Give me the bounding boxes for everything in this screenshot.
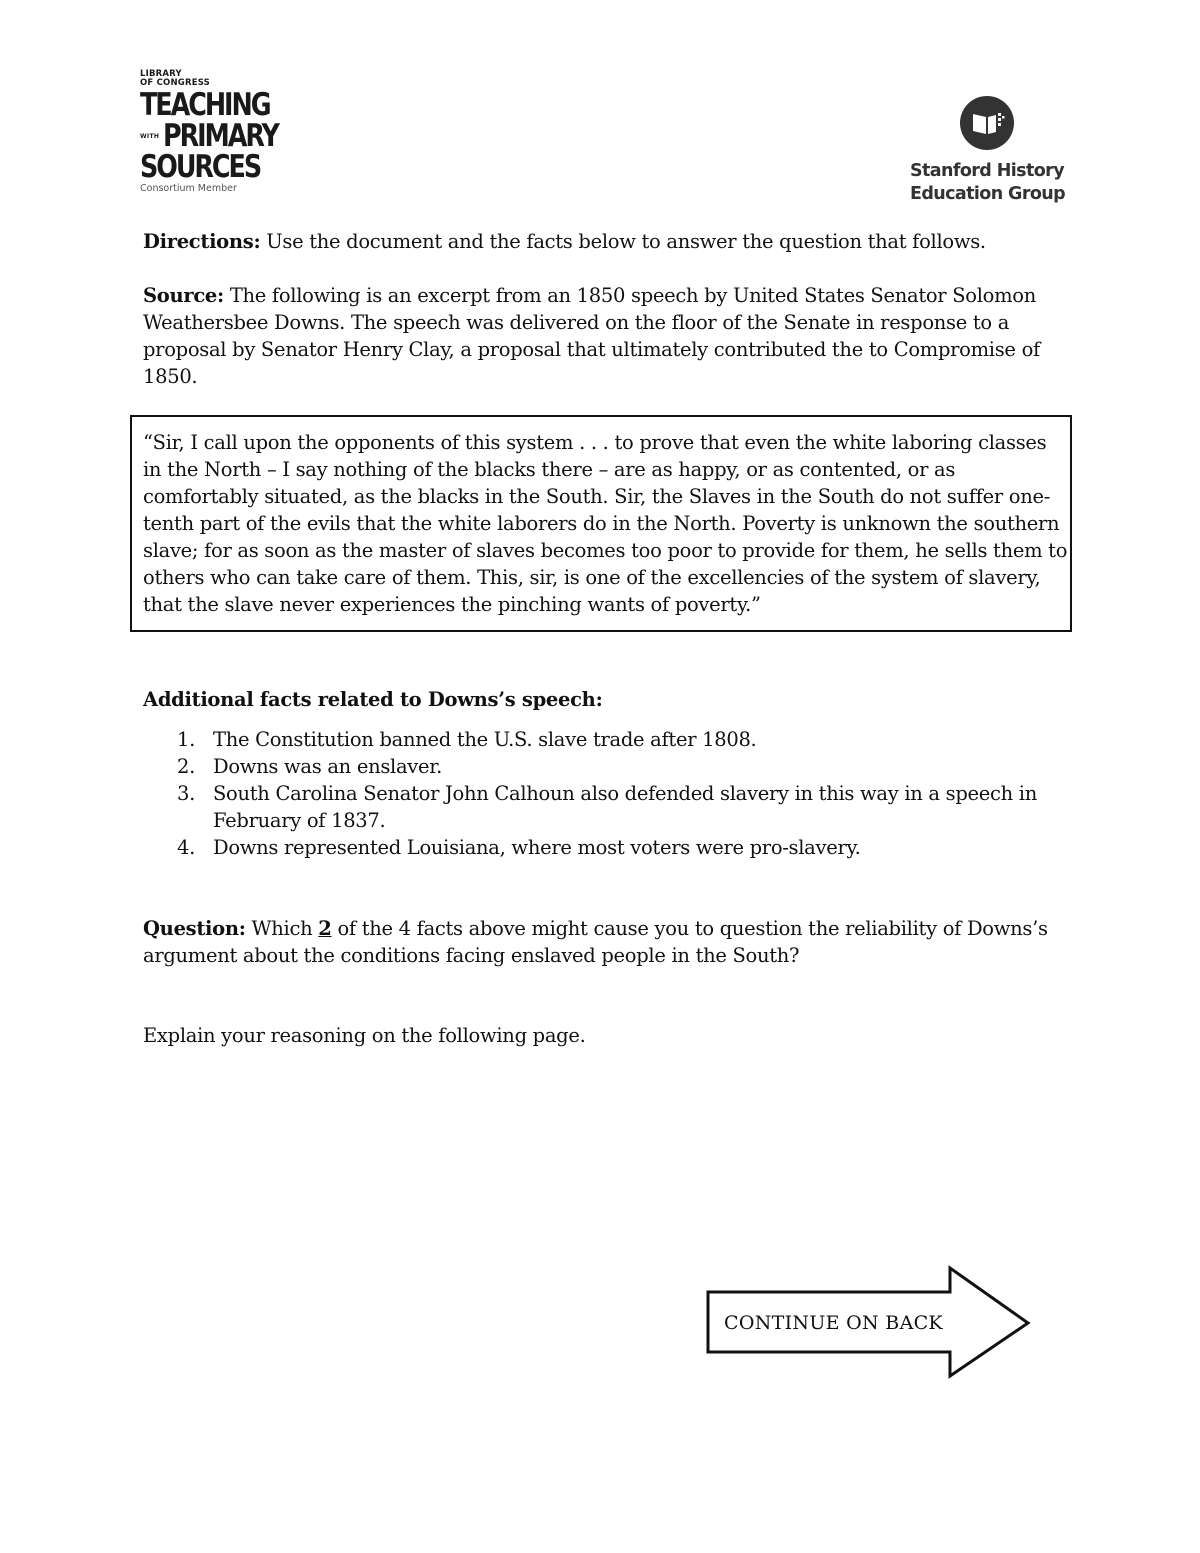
loc-tps-logo <box>140 69 279 210</box>
quote-text: “Sir, I call upon the opponents of this system . . . to prove that even the white laboring classes in the North – I say nothing of the blacks there – are as happy, or as contented, or as comfortably situated, as the blacks in the South. Sir, the Slaves in the South do not suffer one-tenth part of the evils that the white laborers do in the North. Poverty is unknown the southern slave; for as soon as the master of slaves becomes too poor to provide for them, he sells them to others who can take care of them. This, sir, is one of the excellencies of the system of slavery, that the slave never experiences the pinching wants of poverty.” <box>143 431 1068 616</box>
sheg-logo <box>900 96 1080 211</box>
fact-text: South Carolina Senator John Calhoun also defended slavery in this way in a speech in February of 1837. <box>213 782 1038 832</box>
source-paragraph <box>143 282 1053 390</box>
fact-item <box>143 780 1043 834</box>
loc-logo-teaching: TEACHING <box>140 87 270 123</box>
sheg-logo-text <box>910 160 1080 206</box>
directions-text: Use the document and the facts below to answer the question that follows. <box>260 230 986 253</box>
sheg-book-icon <box>960 96 1014 150</box>
loc-logo-sources: SOURCES <box>140 149 261 185</box>
continue-label: CONTINUE ON BACK <box>724 1312 943 1334</box>
loc-logo-line1: LIBRARY <box>140 69 182 79</box>
loc-logo-with: WITH <box>140 133 160 140</box>
fact-number: 3. <box>177 782 196 805</box>
quote-box <box>130 415 1072 632</box>
question-paragraph <box>143 915 1053 969</box>
loc-logo-primary: PRIMARY <box>163 118 279 154</box>
fact-number: 2. <box>177 755 196 778</box>
fact-text: Downs was an enslaver. <box>213 755 443 778</box>
directions <box>143 228 1063 255</box>
loc-logo-line2: OF CONGRESS <box>140 77 210 88</box>
source-label: Source: <box>143 284 224 307</box>
question-label: Question: <box>143 917 246 940</box>
fact-item <box>143 753 1043 780</box>
fact-number: 1. <box>177 728 196 751</box>
question-emphasis: 2 <box>318 917 332 940</box>
fact-number: 4. <box>177 836 196 859</box>
fact-text: Downs represented Louisiana, where most voters were pro-slavery. <box>213 836 861 859</box>
fact-item <box>143 726 1043 753</box>
fact-item <box>143 834 1043 861</box>
question-pre: Which <box>245 917 319 940</box>
explain-instruction: Explain your reasoning on the following page. <box>143 1024 586 1047</box>
source-text: The following is an excerpt from an 1850 speech by United States Senator Solomon Weathersbee Downs. The speech was delivered on the floor of the Senate in response to a proposal by Senator Henry Clay, a proposal that ultimately contributed the to Compromise of 1850. <box>143 284 1040 388</box>
continue-on-back-arrow[interactable] <box>705 1265 1035 1383</box>
fact-text: The Constitution banned the U.S. slave trade after 1808. <box>213 728 757 751</box>
facts-heading: Additional facts related to Downs’s speech: <box>143 688 603 711</box>
loc-logo-member: Consortium Member <box>140 183 237 194</box>
sheg-logo-line2: Education Group <box>910 184 1066 204</box>
sheg-logo-line1: Stanford History <box>910 161 1065 181</box>
facts-list <box>143 726 1043 861</box>
loc-logo-with-row <box>140 118 279 154</box>
question-post: of the 4 facts above might cause you to question the reliability of Downs’s argument about the conditions facing enslaved people in the South? <box>143 917 1048 967</box>
directions-label: Directions: <box>143 230 261 253</box>
